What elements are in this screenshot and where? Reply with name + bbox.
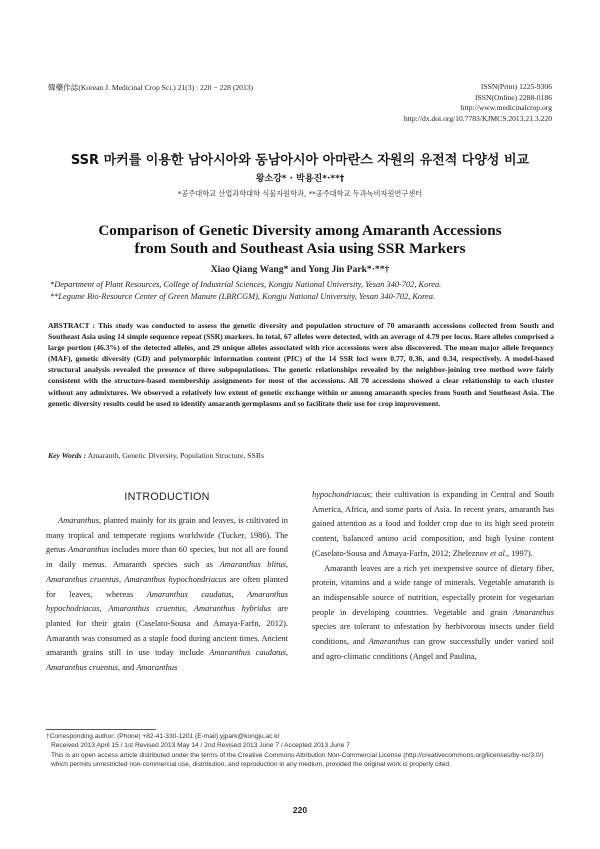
- intro-column-left: [46, 514, 288, 676]
- received-dates: Received 2013 April 15 / 1st Revised 2013 May 14 / 2nd Revised 2013 June 7 / Accepted 2013 June 7: [51, 742, 350, 750]
- english-affiliations: [50, 279, 550, 302]
- species-name: Amaranthus hypochondriacus: [124, 574, 227, 584]
- species-name: Amaranthus: [368, 637, 410, 647]
- species-name: Amaranthus caudatus: [209, 648, 286, 658]
- footnotes: [46, 732, 558, 769]
- journal-website-link[interactable]: http://www.medicinalcrop.org: [460, 103, 552, 112]
- intro-paragraph: hypochondriacus; their cultivation is expanding in Central and South America, Africa, and some parts of Asia. In recent years, amaranth has gained attention as a food and fodder crop due to its high seed protein content, balanced amino acid composition, and high lysine content (Caselato-Sousa and Amaya-Farfn, 2012; Zheleznov et al., 1997).: [312, 490, 554, 558]
- species-name: Amaranthus cruentus: [46, 574, 120, 584]
- affiliation-1: *Department of Plant Resources, College of Industrial Sciences, Kongju National University, Yesan 340-702, Korea.: [50, 280, 442, 289]
- english-title: [40, 222, 560, 258]
- species-name: Amaranthus caudatus: [146, 589, 232, 599]
- species-name: hypochondriacus: [312, 490, 370, 499]
- species-name: et al: [490, 548, 505, 558]
- species-name: Amaranthus: [68, 545, 110, 555]
- intro-paragraph: Amaranthus, planted mainly for its grain and leaves, is cultivated in many tropical and temperate regions worldwide (Tucker, 1986). The genus Amaranthus includes more than 60 species, but not all are found in daily menus. Amaranth species such as Amaranthus blitus, Amaranthus cruentus, Amaranthus hypochondriacus are often planted for leaves, whereas Amaranthus caudatus, Amaranthus hypochodriacus, Amaranthus cruentus, Amaranthus hybridus are planted for their grain (Caselato-Sousa and Amaya-Farfn, 2012). Amaranth was consumed as a staple food during ancient times. Ancient amaranth grains still in use today include Amaranthus caudatus, Amaranthus cruentus, and Amaranthus: [46, 516, 289, 673]
- intro-column-right: [312, 488, 554, 664]
- introduction-heading: INTRODUCTION: [124, 491, 210, 503]
- page-number: 220: [292, 805, 308, 815]
- species-name: Amaranthus hypochodriacus: [46, 589, 289, 614]
- korean-affiliations: *공주대학교 산업과학대학 식물자원학과, **공주대학교 두과녹비자원연구센터: [177, 189, 423, 198]
- species-name: Amaranthus: [136, 663, 178, 673]
- issn-print: ISSN(Print) 1225-9306: [480, 82, 552, 91]
- species-name: Amaranthus hybridus: [193, 604, 271, 614]
- footnote-divider: [46, 729, 156, 730]
- english-title-line2: from South and Southeast Asia using SSR Markers: [134, 240, 466, 257]
- keywords: [48, 451, 554, 460]
- english-authors: Xiao Qiang Wang* and Yong Jin Park*·**†: [210, 264, 390, 275]
- keywords-list: Amaranth, Genetic Diversity, Population Structure, SSRs: [87, 451, 264, 460]
- abstract-text: ABSTRACT : This study was conducted to assess the genetic diversity and population structure of 70 amaranth accessions collected from South and Southeast Asia using 14 simple sequence repeat (SSR) markers. In total, 67 alleles were detected, with an average of 4.79 per locus. Rare alleles comprised a large portion (46.3%) of the detected alleles, and 29 unique alleles associated with rice accessions were also discovered. The mean major allele frequency (MAF), genetic diversity (GD) and polymorphic information content (PIC) of the 14 SSR loci were 0.77, 0.36, and 0.34, respectively. A model-based structural analysis revealed the presence of three subpopulations. The genetic relationships revealed by the neighbor-joining tree method were fairly consistent with the structure-based membership assignments for most of the accessions. All 70 accessions showed a clear relationship to each cluster without any admixtures. We observed a relatively low extent of genetic exchange within or among amaranth species from South and Southeast Asia. The genetic diversity results could be used to identify amaranth germplasms and so facilitate their use for crop improvement.: [48, 321, 554, 408]
- doi-link[interactable]: http://dx.doi.org/10.7783/KJMCS.2013.21.3.220: [403, 113, 552, 123]
- journal-citation: 韓藥作誌(Korean J. Medicinal Crop Sci.) 21(3) : 220 − 228 (2013): [48, 83, 254, 92]
- license-notice: This is an open access article distributed under the terms of the Creative Commons Attribution Non-Commercial License (http://creativecommons.org/licenses/by-nc/3.0/) which permits unrestricted non-commercial use, distribution, and reproduction in any medium, provided the original work is properly cited.: [51, 751, 544, 768]
- corresponding-author: †Corresponding author: (Phone) +82-41-330-1201 (E-mail) yjpark@kongju.ac.kr: [46, 733, 280, 740]
- issn-online: ISSN(Online) 2288-0186: [475, 92, 552, 102]
- keywords-label: Key Words :: [48, 451, 87, 460]
- species-name: Amaranthus cruentus: [46, 663, 118, 673]
- species-name: Amaranthus cruentus: [108, 604, 185, 614]
- species-name: Amaranthus blitus: [219, 560, 286, 570]
- species-name: Amaranthus: [513, 607, 554, 617]
- english-title-line1: Comparison of Genetic Diversity among Amaranth Accessions: [98, 222, 502, 239]
- affiliation-2: **Legume Bio-Resource Center of Green Manure (LBRCGM), Kongju National University, Yesan 340-702, Korea.: [50, 291, 436, 301]
- korean-title: SSR 마커를 이용한 남아시아와 동남아시아 아마란스 자원의 유전적 다양성 비교: [70, 153, 530, 168]
- intro-paragraph: Amaranth leaves are a rich yet inexpensive source of dietary fiber, protein, vitamins and a wide range of minerals. Vegetable amaranth is an indispensable source of nutrition, especially protein for vegetarian people in developing countries. Vegetable and grain Amaranthus species are tolerant to infestation by herbivorous insects under field conditions, and Amaranthus can grow successfully under varied soil and agro-climatic conditions (Angel and Paulina,: [312, 563, 554, 661]
- species-name: Amaranthus: [58, 516, 99, 525]
- issn-block: [404, 82, 552, 124]
- korean-authors: 왕소강* · 박용진*·**†: [255, 174, 345, 184]
